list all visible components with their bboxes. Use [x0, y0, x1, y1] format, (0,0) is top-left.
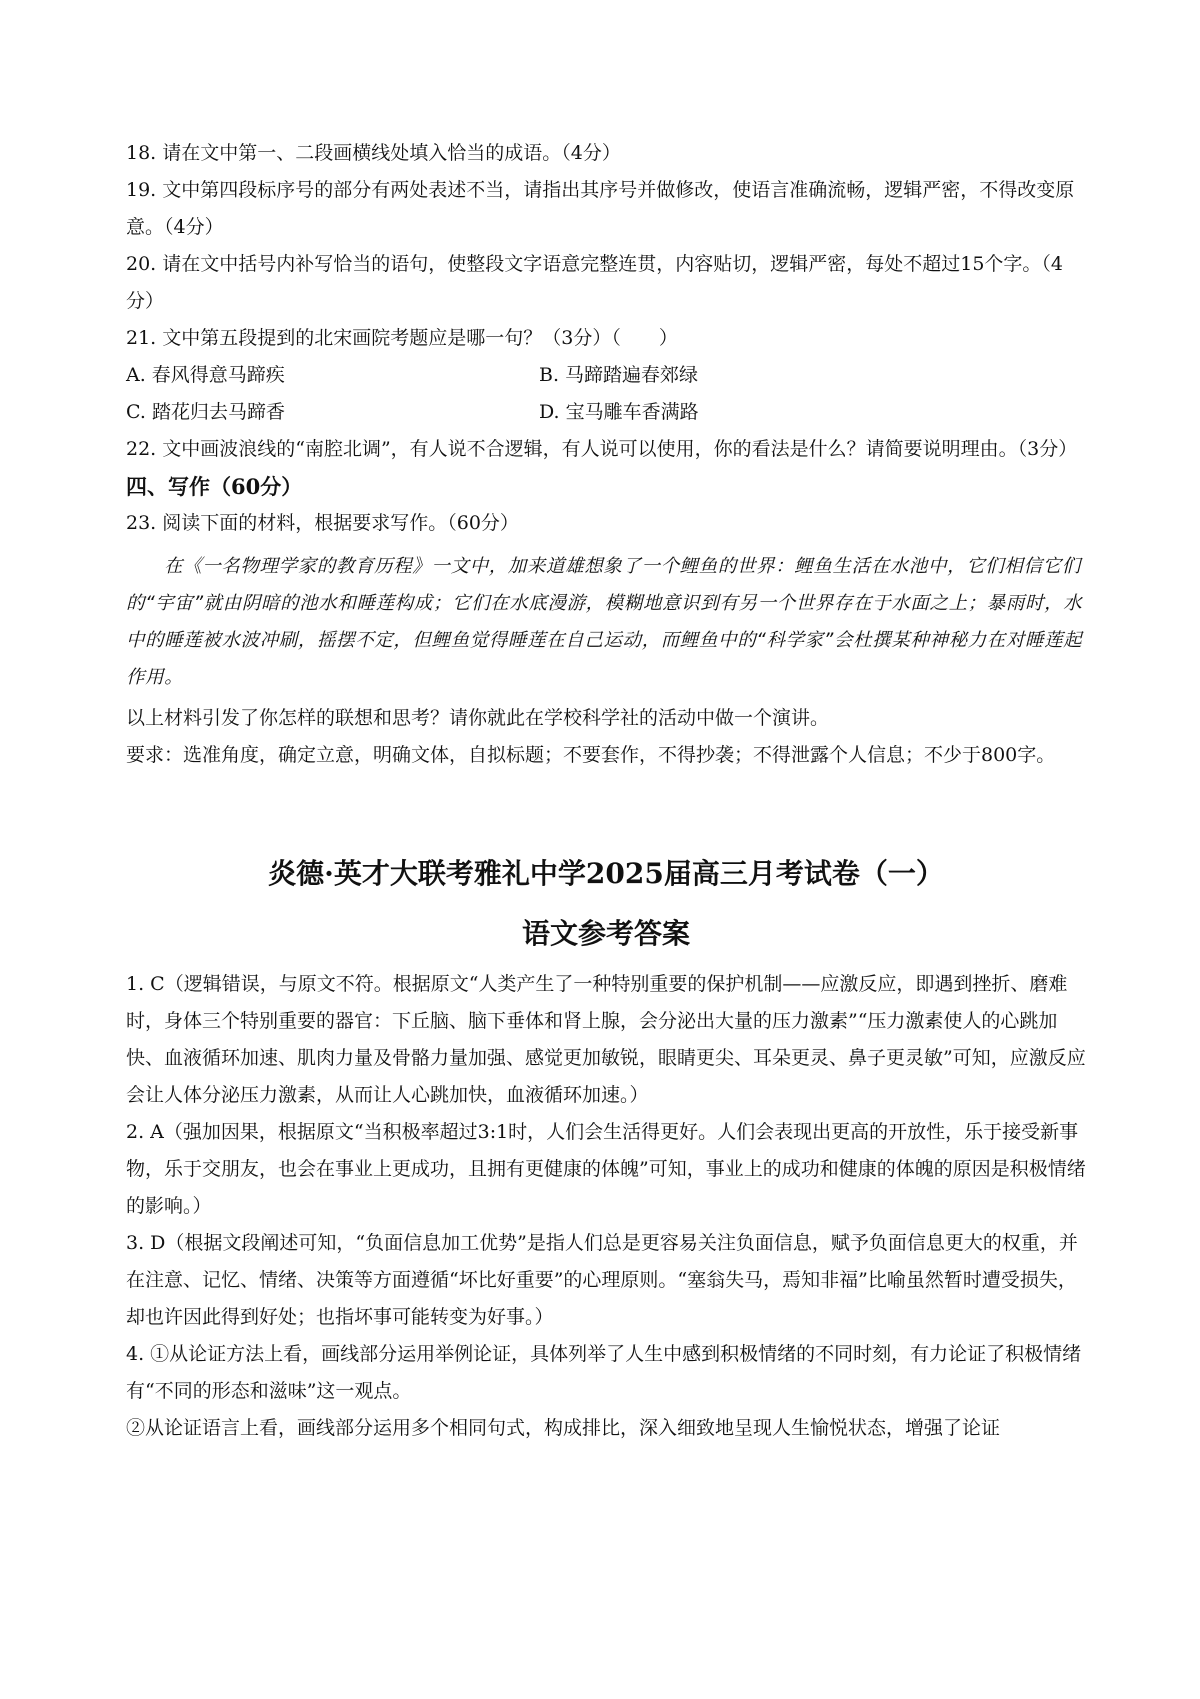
question-22: 22. 文中画波浪线的“南腔北调”，有人说不合逻辑，有人说可以使用，你的看法是什么？请简要说明理由。（3分） — [126, 438, 1078, 460]
question-20: 20. 请在文中括号内补写恰当的语句，使整段文字语意完整连贯，内容贴切，逻辑严密，每处不超过15个字。（4分） — [126, 253, 1064, 312]
answer-4-part-2: ②从论证语言上看，画线部分运用多个相同句式，构成排比，深入细致地呈现人生愉悦状态，增强了论证 — [126, 1417, 1001, 1439]
question-18: 18. 请在文中第一、二段画横线处填入恰当的成语。（4分） — [126, 142, 621, 164]
option-c: C. 踏花归去马蹄香 — [126, 401, 285, 423]
answer-2: 2. A（强加因果，根据原文“当积极率超过3:1时，人们会生活得更好。人们会表现出更高的开放性，乐于接受新事物，乐于交朋友，也会在事业上更成功，且拥有更健康的体魄”可知，事业上的成功和健康的体魄的原因是积极情绪的影响。） — [126, 1121, 1086, 1217]
page-content — [126, 135, 1086, 1447]
option-d: D. 宝马雕车香满路 — [539, 401, 699, 423]
question-23: 23. 阅读下面的材料，根据要求写作。（60分） — [126, 512, 519, 534]
section-gap — [126, 774, 1086, 854]
option-b: B. 马蹄踏遍春郊绿 — [539, 364, 699, 386]
answer-sheet-title: 炎德·英才大联考雅礼中学2025届高三月考试卷（一） — [268, 857, 944, 890]
answer-4-part-1: 4. ①从论证方法上看，画线部分运用举例论证，具体列举了人生中感到积极情绪的不同时刻，有力论证了积极情绪有“不同的形态和滋味”这一观点。 — [126, 1343, 1082, 1402]
writing-section-heading: 四、写作（60分） — [126, 474, 303, 499]
option-a: A. 春风得意马蹄疾 — [126, 364, 285, 386]
question-19: 19. 文中第四段标序号的部分有两处表述不当，请指出其序号并做修改，使语言准确流畅，逻辑严密，不得改变原意。（4分） — [126, 179, 1075, 238]
answer-sheet-subtitle: 语文参考答案 — [521, 917, 690, 950]
answer-3: 3. D（根据文段阐述可知，“负面信息加工优势”是指人们总是更容易关注负面信息，赋予负面信息更大的权重，并在注意、记忆、情绪、决策等方面遵循“坏比好重要”的心理原则。“塞翁失马，焉知非福”比喻虽然暂时遭受损失，却也许因此得到好处；也指坏事可能转变为好事。） — [126, 1232, 1078, 1328]
writing-prompt: 以上材料引发了你怎样的联想和思考？请你就此在学校科学社的活动中做一个演讲。 — [126, 707, 830, 729]
writing-material: 在《一名物理学家的教育历程》一文中，加来道雄想象了一个鲤鱼的世界：鲤鱼生活在水池中，它们相信它们的“宇宙”就由阴暗的池水和睡莲构成；它们在水底漫游，模糊地意识到有另一个世界存在于水面之上；暴雨时，水中的睡莲被水波冲刷，摇摆不定，但鲤鱼觉得睡莲在自己运动，而鲤鱼中的“科学家”会杜撰某种神秘力在对睡莲起作用。 — [126, 556, 1083, 688]
question-21: 21. 文中第五段提到的北宋画院考题应是哪一句？（3分）（ ） — [126, 327, 678, 349]
answer-1: 1. C（逻辑错误，与原文不符。根据原文“人类产生了一种特别重要的保护机制——应激反应，即遇到挫折、磨难时，身体三个特别重要的器官：下丘脑、脑下垂体和肾上腺，会分泌出大量的压力激素”“压力激素使人的心跳加快、血液循环加速、肌肉力量及骨骼力量加强、感觉更加敏锐，眼睛更尖、耳朵更灵、鼻子更灵敏”可知，应激反应会让人体分泌压力激素，从而让人心跳加快，血液循环加速。） — [126, 973, 1086, 1106]
writing-requirement: 要求：选准角度，确定立意，明确文体，自拟标题；不要套作，不得抄袭；不得泄露个人信息；不少于800字。 — [126, 744, 1056, 766]
question-21-options-row-1 — [126, 357, 1086, 394]
question-21-options-row-2 — [126, 394, 1086, 431]
